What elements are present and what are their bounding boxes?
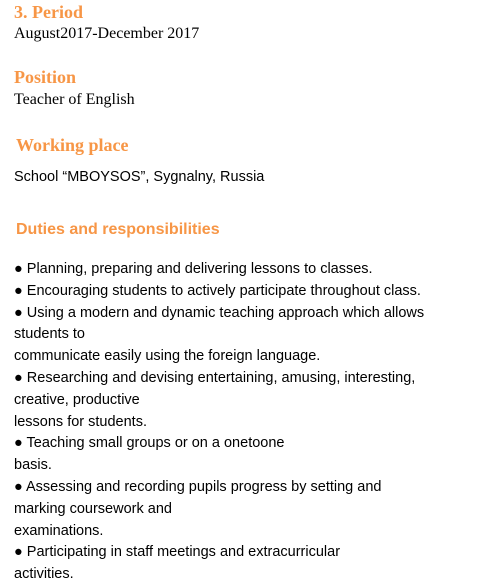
duty-line: ● Teaching small groups or on a onetoone bbox=[14, 435, 285, 452]
duty-line: ● Encouraging students to actively participate throughout class. bbox=[14, 282, 421, 299]
duty-line: creative, productive bbox=[14, 391, 140, 408]
working-place-value: School “MBOYSOS”, Sygnalny, Russia bbox=[14, 169, 265, 185]
position-value: Teacher of English bbox=[14, 91, 135, 108]
duty-line: students to bbox=[14, 326, 85, 343]
duty-line: ● Participating in staff meetings and extracurricular bbox=[14, 544, 341, 561]
duty-line: ● Using a modern and dynamic teaching approach which allows bbox=[14, 304, 425, 321]
duty-line: marking coursework and bbox=[14, 500, 172, 517]
duties-list bbox=[14, 259, 424, 586]
duty-line: ● Planning, preparing and delivering lessons to classes. bbox=[14, 261, 373, 277]
duty-line: lessons for students. bbox=[14, 413, 147, 430]
duty-line: communicate easily using the foreign language. bbox=[14, 348, 321, 365]
working-place-heading: Working place bbox=[16, 135, 129, 155]
period-heading: 3. Period bbox=[14, 2, 83, 22]
duty-line: ● Researching and devising entertaining, amusing, interesting, bbox=[14, 369, 416, 386]
duty-line: basis. bbox=[14, 457, 52, 474]
duty-line: examinations. bbox=[14, 522, 104, 539]
duties-heading: Duties and responsibilities bbox=[16, 221, 220, 238]
duty-line: ● Assessing and recording pupils progress by setting and bbox=[14, 478, 382, 495]
duty-line: activities. bbox=[14, 566, 74, 583]
period-value: August2017-December 2017 bbox=[14, 25, 200, 42]
position-heading: Position bbox=[14, 67, 77, 87]
